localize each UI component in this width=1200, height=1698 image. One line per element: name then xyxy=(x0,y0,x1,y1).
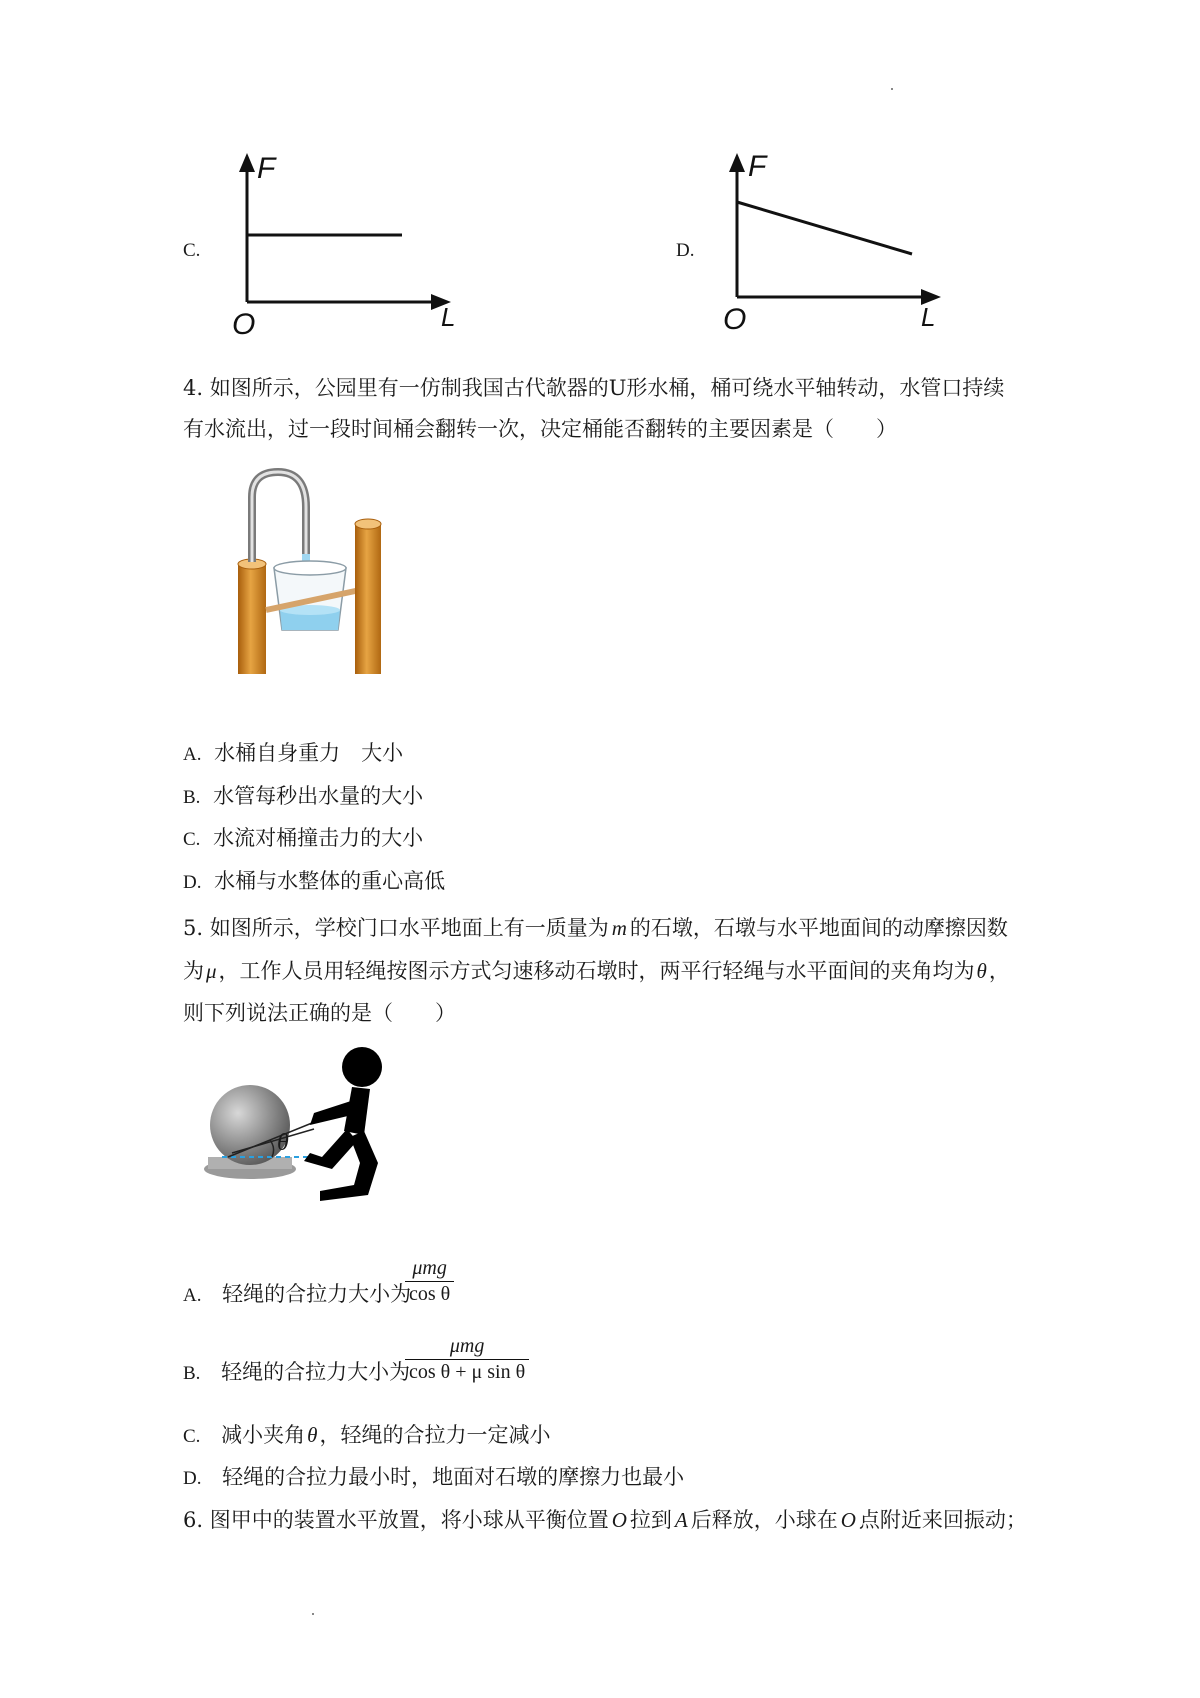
q5-line2-b: ，工作人员用轻绳按图示方式匀速移动石墩时，两平行轻绳与水平面间的夹角均为 xyxy=(218,959,975,983)
q4-option-d-text: 水桶与水整体的重心高低 xyxy=(214,869,446,893)
question-5-line-2 xyxy=(183,951,1010,992)
q5-option-b[interactable] xyxy=(183,1357,410,1389)
page-speck xyxy=(891,88,893,90)
q5-option-b-denominator: cos θ + μ sin θ xyxy=(409,1361,526,1383)
stone-pull-figure xyxy=(202,1045,422,1205)
q5-option-a-numerator: μmg xyxy=(412,1257,447,1279)
q5-option-b-fraction xyxy=(405,1335,529,1384)
q5-m: m xyxy=(611,916,627,940)
q5-line2-c: ， xyxy=(988,959,1010,983)
graph-d-line xyxy=(737,202,912,254)
q5-option-a-fraction xyxy=(405,1257,454,1306)
q6-b: 拉到 xyxy=(629,1508,672,1532)
fraction-bar xyxy=(405,1281,454,1282)
graph-c-f-label: F xyxy=(257,152,276,185)
q4-option-d-label: D. xyxy=(183,872,202,893)
q4-option-c-label: C. xyxy=(183,829,201,850)
q4-option-a[interactable] xyxy=(183,738,403,770)
q5-option-c[interactable] xyxy=(183,1420,550,1452)
q6-o1: O xyxy=(611,1508,627,1532)
q6-o2: O xyxy=(840,1508,856,1532)
graph-d-l-label: L xyxy=(921,302,936,332)
q4-option-a-text: 水桶自身重力 大小 xyxy=(214,741,404,765)
q5-option-a-label: A. xyxy=(183,1285,202,1306)
q5-line1-b: 的石墩，石墩与水平地面间的动摩擦因数 xyxy=(629,916,1008,940)
graph-d-origin-label: O xyxy=(723,303,747,336)
q5-option-d-label: D. xyxy=(183,1468,202,1489)
q5-mu: μ xyxy=(206,959,217,983)
graph-c-origin-label: O xyxy=(232,308,256,341)
page-speck xyxy=(312,1613,314,1615)
q5-line2-a: 为 xyxy=(183,959,204,983)
q6-a: 6. 图甲中的装置水平放置，将小球从平衡位置 xyxy=(183,1508,609,1532)
graph-d-label: D. xyxy=(676,240,695,261)
question-6-text xyxy=(183,1500,1027,1541)
graph-c-label: C. xyxy=(183,240,201,261)
q5-option-b-numerator: μmg xyxy=(449,1335,485,1357)
figure-theta-label: θ xyxy=(277,1130,289,1156)
q6-c: 后释放，小球在 xyxy=(690,1508,838,1532)
q4-option-c-text: 水流对桶撞击力的大小 xyxy=(213,826,424,850)
graph-d-f-label: F xyxy=(748,150,767,183)
question-4-text: 4. 如图所示，公园里有一仿制我国古代欹器的U形水桶，桶可绕水平轴转动，水管口持续有水流出，过一段时间桶会翻转一次，决定桶能否翻转的主要因素是（ ） xyxy=(183,376,1005,441)
q5-line1-a: 5. 如图所示，学校门口水平地面上有一质量为 xyxy=(183,916,609,940)
question-5-line-3: 则下列说法正确的是（ ） xyxy=(183,1001,456,1025)
q5-theta: θ xyxy=(976,959,987,983)
q4-option-a-label: A. xyxy=(183,744,202,765)
graph-c-l-label: L xyxy=(441,302,456,332)
q6-a-point: A xyxy=(674,1508,688,1532)
q5-option-b-label: B. xyxy=(183,1363,201,1384)
q5-option-c-theta: θ xyxy=(307,1423,318,1447)
q4-option-b-text: 水管每秒出水量的大小 xyxy=(213,784,424,808)
q4-option-c[interactable] xyxy=(183,823,423,855)
fraction-bar xyxy=(405,1359,529,1360)
q5-option-a[interactable] xyxy=(183,1279,411,1311)
question-5-line-1 xyxy=(183,908,1008,949)
q4-option-b[interactable] xyxy=(183,781,423,813)
q5-option-c-text-b: ，轻绳的合拉力一定减小 xyxy=(319,1423,551,1447)
q4-option-b-label: B. xyxy=(183,787,201,808)
q4-option-d[interactable] xyxy=(183,866,445,898)
q6-d: 点附近来回振动； xyxy=(858,1508,1027,1532)
bucket-figure xyxy=(228,462,408,677)
q5-option-c-label: C. xyxy=(183,1426,201,1447)
q5-option-d[interactable] xyxy=(183,1462,684,1494)
q5-option-a-denominator: cos θ xyxy=(409,1283,451,1305)
q5-option-d-text: 轻绳的合拉力最小时，地面对石墩的摩擦力也最小 xyxy=(222,1465,685,1489)
q5-option-c-text-a: 减小夹角 xyxy=(221,1423,306,1447)
q5-option-b-text: 轻绳的合拉力大小为 xyxy=(221,1360,411,1384)
q5-option-a-text: 轻绳的合拉力大小为 xyxy=(222,1282,412,1306)
